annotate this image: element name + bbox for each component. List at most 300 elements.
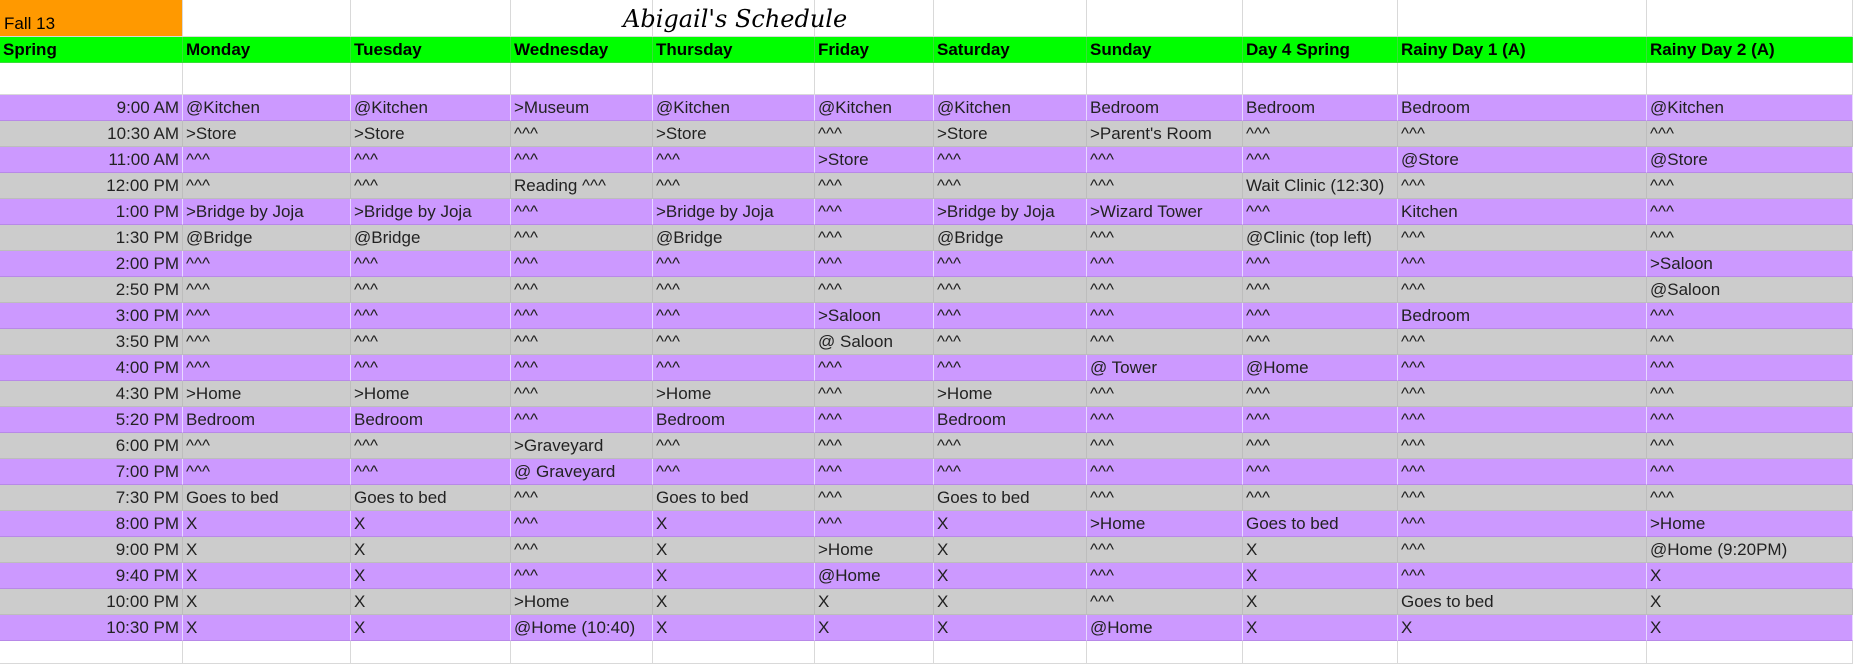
empty-cell[interactable] (0, 641, 183, 664)
schedule-cell[interactable]: >Home (351, 381, 511, 407)
schedule-cell[interactable]: ^^^ (1398, 329, 1647, 355)
empty-cell[interactable] (511, 63, 653, 95)
schedule-cell[interactable]: >Bridge by Joja (653, 199, 815, 225)
schedule-cell[interactable]: ^^^ (183, 329, 351, 355)
schedule-row (0, 615, 1853, 641)
schedule-cell[interactable]: @Home (9:20PM) (1647, 537, 1853, 563)
schedule-cell[interactable]: ^^^ (1647, 173, 1853, 199)
empty-cell[interactable] (1398, 641, 1647, 664)
schedule-cell[interactable]: ^^^ (934, 303, 1087, 329)
empty-cell[interactable] (815, 63, 934, 95)
schedule-cell[interactable]: >Parent's Room (1087, 121, 1243, 147)
schedule-cell[interactable]: X (1243, 537, 1398, 563)
schedule-row (0, 95, 1853, 121)
schedule-row (0, 537, 1853, 563)
schedule-cell[interactable]: ^^^ (511, 563, 653, 589)
schedule-cell[interactable]: ^^^ (934, 433, 1087, 459)
empty-cell[interactable] (934, 641, 1087, 664)
schedule-cell[interactable]: X (653, 589, 815, 615)
schedule-cell[interactable]: ^^^ (1243, 121, 1398, 147)
schedule-cell[interactable]: ^^^ (511, 329, 653, 355)
schedule-cell[interactable]: >Store (815, 147, 934, 173)
schedule-cell[interactable]: ^^^ (1647, 433, 1853, 459)
empty-cell[interactable] (1243, 641, 1398, 664)
schedule-cell[interactable]: Bedroom (1398, 303, 1647, 329)
schedule-cell[interactable]: ^^^ (815, 407, 934, 433)
header-cell[interactable]: Monday (183, 37, 351, 63)
schedule-row (0, 121, 1853, 147)
empty-cell[interactable] (183, 0, 351, 37)
schedule-cell[interactable]: X (934, 589, 1087, 615)
schedule-row (0, 225, 1853, 251)
schedule-row (0, 251, 1853, 277)
schedule-row (0, 173, 1853, 199)
schedule-cell[interactable]: ^^^ (183, 355, 351, 381)
schedule-cell[interactable]: X (934, 537, 1087, 563)
empty-cell[interactable] (1243, 0, 1398, 37)
schedule-row (0, 511, 1853, 537)
schedule-cell[interactable]: >Store (351, 121, 511, 147)
schedule-cell[interactable]: ^^^ (1243, 485, 1398, 511)
schedule-cell[interactable]: @Store (1398, 147, 1647, 173)
schedule-cell[interactable]: X (351, 563, 511, 589)
schedule-cell[interactable]: ^^^ (1398, 407, 1647, 433)
schedule-cell[interactable]: ^^^ (351, 251, 511, 277)
schedule-cell[interactable]: ^^^ (1243, 407, 1398, 433)
schedule-cell[interactable]: ^^^ (1398, 511, 1647, 537)
schedule-cell[interactable]: Bedroom (1087, 95, 1243, 121)
schedule-cell[interactable]: ^^^ (815, 381, 934, 407)
schedule-cell[interactable]: Goes to bed (934, 485, 1087, 511)
schedule-cell[interactable]: ^^^ (351, 433, 511, 459)
empty-cell[interactable] (1398, 63, 1647, 95)
schedule-cell[interactable]: ^^^ (1087, 537, 1243, 563)
schedule-cell[interactable]: Goes to bed (183, 485, 351, 511)
schedule-cell[interactable]: ^^^ (183, 173, 351, 199)
blank-row (0, 63, 1853, 95)
schedule-cell[interactable]: ^^^ (1243, 329, 1398, 355)
empty-cell[interactable] (511, 641, 653, 664)
schedule-cell[interactable]: @Home (815, 563, 934, 589)
schedule-row (0, 355, 1853, 381)
season-tag: Fall 13 (4, 14, 56, 33)
blank-row (0, 641, 1853, 664)
schedule-cell[interactable]: ^^^ (1398, 355, 1647, 381)
schedule-cell[interactable]: >Home (934, 381, 1087, 407)
schedule-cell[interactable]: X (1243, 589, 1398, 615)
schedule-cell[interactable]: @ Saloon (815, 329, 934, 355)
schedule-cell[interactable]: ^^^ (1243, 199, 1398, 225)
schedule-cell[interactable]: ^^^ (1243, 433, 1398, 459)
schedule-cell[interactable]: X (351, 537, 511, 563)
schedule-cell[interactable]: ^^^ (1087, 407, 1243, 433)
time-cell[interactable]: 11:00 AM (0, 147, 183, 173)
time-cell[interactable]: 10:00 PM (0, 589, 183, 615)
time-cell[interactable]: 5:20 PM (0, 407, 183, 433)
time-cell[interactable]: 2:50 PM (0, 277, 183, 303)
schedule-cell[interactable]: ^^^ (183, 251, 351, 277)
schedule-cell[interactable]: X (183, 563, 351, 589)
schedule-cell[interactable]: ^^^ (351, 277, 511, 303)
schedule-cell[interactable]: X (183, 537, 351, 563)
schedule-cell[interactable]: ^^^ (653, 459, 815, 485)
schedule-cell[interactable]: ^^^ (1647, 459, 1853, 485)
schedule-cell[interactable]: ^^^ (1647, 199, 1853, 225)
header-cell[interactable]: Friday (815, 37, 934, 63)
schedule-row (0, 277, 1853, 303)
empty-cell[interactable] (1398, 0, 1647, 37)
schedule-cell[interactable]: ^^^ (1398, 433, 1647, 459)
schedule-cell[interactable]: ^^^ (1087, 433, 1243, 459)
empty-cell[interactable] (183, 63, 351, 95)
time-cell[interactable]: 3:00 PM (0, 303, 183, 329)
schedule-cell[interactable]: >Home (815, 537, 934, 563)
sheet-title: Abigail's Schedule (623, 5, 848, 33)
schedule-cell[interactable]: ^^^ (511, 355, 653, 381)
empty-cell[interactable] (653, 641, 815, 664)
schedule-cell[interactable]: ^^^ (511, 251, 653, 277)
schedule-cell[interactable]: ^^^ (1398, 563, 1647, 589)
schedule-cell[interactable]: @Kitchen (815, 95, 934, 121)
time-cell[interactable]: 10:30 AM (0, 121, 183, 147)
schedule-cell[interactable]: ^^^ (511, 511, 653, 537)
schedule-cell[interactable]: @Kitchen (1647, 95, 1853, 121)
schedule-cell[interactable]: X (1243, 615, 1398, 641)
schedule-cell[interactable]: @Bridge (351, 225, 511, 251)
schedule-cell[interactable]: ^^^ (1398, 381, 1647, 407)
schedule-cell[interactable]: ^^^ (351, 329, 511, 355)
schedule-cell[interactable]: ^^^ (815, 459, 934, 485)
schedule-cell[interactable]: @Store (1647, 147, 1853, 173)
schedule-cell[interactable]: Goes to bed (653, 485, 815, 511)
time-cell[interactable]: 7:00 PM (0, 459, 183, 485)
schedule-cell[interactable]: X (351, 511, 511, 537)
schedule-cell[interactable]: Goes to bed (1243, 511, 1398, 537)
schedule-cell[interactable]: @Saloon (1647, 277, 1853, 303)
time-cell[interactable]: 2:00 PM (0, 251, 183, 277)
schedule-cell[interactable]: ^^^ (351, 173, 511, 199)
schedule-cell[interactable]: Bedroom (351, 407, 511, 433)
empty-cell[interactable] (1243, 63, 1398, 95)
time-cell[interactable]: 12:00 PM (0, 173, 183, 199)
schedule-cell[interactable]: ^^^ (815, 355, 934, 381)
schedule-cell[interactable]: ^^^ (1087, 251, 1243, 277)
schedule-cell[interactable]: ^^^ (1243, 381, 1398, 407)
schedule-cell[interactable]: @Bridge (934, 225, 1087, 251)
schedule-cell[interactable]: ^^^ (511, 303, 653, 329)
schedule-cell[interactable]: ^^^ (511, 381, 653, 407)
schedule-cell[interactable]: ^^^ (183, 277, 351, 303)
schedule-cell[interactable]: Goes to bed (351, 485, 511, 511)
schedule-cell[interactable]: @Home (1243, 355, 1398, 381)
schedule-cell[interactable]: X (934, 563, 1087, 589)
time-cell[interactable]: 6:00 PM (0, 433, 183, 459)
schedule-cell[interactable]: >Graveyard (511, 433, 653, 459)
schedule-cell[interactable]: >Home (511, 589, 653, 615)
schedule-cell[interactable]: @Kitchen (183, 95, 351, 121)
empty-cell[interactable] (1087, 0, 1243, 37)
schedule-cell[interactable]: ^^^ (653, 355, 815, 381)
time-cell[interactable]: 10:30 PM (0, 615, 183, 641)
schedule-cell[interactable]: @Clinic (top left) (1243, 225, 1398, 251)
schedule-cell[interactable]: X (351, 615, 511, 641)
header-row (0, 37, 1853, 63)
schedule-cell[interactable]: >Bridge by Joja (183, 199, 351, 225)
schedule-cell[interactable]: >Store (653, 121, 815, 147)
schedule-cell[interactable]: >Bridge by Joja (351, 199, 511, 225)
schedule-cell[interactable]: Bedroom (183, 407, 351, 433)
schedule-cell[interactable]: ^^^ (653, 173, 815, 199)
schedule-row (0, 563, 1853, 589)
schedule-cell[interactable]: ^^^ (1398, 537, 1647, 563)
empty-cell[interactable] (934, 0, 1087, 37)
schedule-cell[interactable]: ^^^ (934, 147, 1087, 173)
schedule-cell[interactable]: X (1647, 563, 1853, 589)
schedule-cell[interactable]: X (1243, 563, 1398, 589)
schedule-cell[interactable]: ^^^ (1647, 329, 1853, 355)
schedule-cell[interactable]: ^^^ (1243, 303, 1398, 329)
schedule-cell[interactable]: X (1398, 615, 1647, 641)
schedule-cell[interactable]: >Wizard Tower (1087, 199, 1243, 225)
schedule-cell[interactable]: Reading ^^^ (511, 173, 653, 199)
schedule-cell[interactable]: ^^^ (1087, 303, 1243, 329)
schedule-cell[interactable]: X (934, 511, 1087, 537)
schedule-cell[interactable]: ^^^ (1398, 251, 1647, 277)
schedule-cell[interactable]: ^^^ (1647, 381, 1853, 407)
schedule-cell[interactable]: X (183, 589, 351, 615)
schedule-body (0, 95, 1853, 641)
title-cell[interactable] (511, 0, 848, 37)
schedule-cell[interactable]: @Home (1087, 615, 1243, 641)
schedule-cell[interactable]: ^^^ (934, 251, 1087, 277)
schedule-cell[interactable]: ^^^ (815, 485, 934, 511)
empty-cell[interactable] (815, 641, 934, 664)
schedule-cell[interactable]: @ Tower (1087, 355, 1243, 381)
time-cell[interactable]: 9:00 AM (0, 95, 183, 121)
time-cell[interactable]: 8:00 PM (0, 511, 183, 537)
schedule-cell[interactable]: ^^^ (1647, 407, 1853, 433)
schedule-cell[interactable]: ^^^ (511, 537, 653, 563)
header-cell[interactable]: Rainy Day 2 (A) (1647, 37, 1853, 63)
schedule-cell[interactable]: ^^^ (183, 433, 351, 459)
schedule-cell[interactable]: ^^^ (934, 173, 1087, 199)
schedule-cell[interactable]: ^^^ (1087, 485, 1243, 511)
time-cell[interactable]: 1:30 PM (0, 225, 183, 251)
schedule-cell[interactable]: >Store (183, 121, 351, 147)
schedule-cell[interactable]: ^^^ (1398, 459, 1647, 485)
header-cell[interactable]: Sunday (1087, 37, 1243, 63)
schedule-row (0, 433, 1853, 459)
schedule-cell[interactable]: ^^^ (511, 277, 653, 303)
schedule-cell[interactable]: ^^^ (1087, 277, 1243, 303)
schedule-cell[interactable]: Goes to bed (1398, 589, 1647, 615)
schedule-cell[interactable]: >Museum (511, 95, 653, 121)
schedule-cell[interactable]: @ Graveyard (511, 459, 653, 485)
schedule-cell[interactable]: ^^^ (1087, 381, 1243, 407)
schedule-cell[interactable]: >Bridge by Joja (934, 199, 1087, 225)
schedule-cell[interactable]: ^^^ (1398, 173, 1647, 199)
time-cell[interactable]: 1:00 PM (0, 199, 183, 225)
schedule-cell[interactable]: @Bridge (653, 225, 815, 251)
header-cell[interactable]: Wednesday (511, 37, 653, 63)
schedule-cell[interactable]: ^^^ (1243, 277, 1398, 303)
title-row (0, 0, 1853, 37)
schedule-cell[interactable]: X (934, 615, 1087, 641)
schedule-cell[interactable]: X (815, 589, 934, 615)
schedule-cell[interactable]: ^^^ (1398, 121, 1647, 147)
schedule-cell[interactable]: ^^^ (934, 459, 1087, 485)
time-cell[interactable]: 7:30 PM (0, 485, 183, 511)
schedule-cell[interactable]: ^^^ (815, 511, 934, 537)
empty-cell[interactable] (183, 641, 351, 664)
schedule-cell[interactable]: ^^^ (1647, 485, 1853, 511)
schedule-row (0, 147, 1853, 173)
empty-cell[interactable] (1647, 63, 1853, 95)
schedule-cell[interactable]: ^^^ (653, 433, 815, 459)
schedule-cell[interactable]: ^^^ (1243, 459, 1398, 485)
schedule-cell[interactable]: >Saloon (1647, 251, 1853, 277)
schedule-row (0, 199, 1853, 225)
schedule-row (0, 459, 1853, 485)
empty-cell[interactable] (351, 0, 511, 37)
schedule-row (0, 329, 1853, 355)
schedule-cell[interactable]: ^^^ (934, 277, 1087, 303)
empty-cell[interactable] (653, 63, 815, 95)
empty-cell[interactable] (0, 63, 183, 95)
schedule-cell[interactable]: X (653, 615, 815, 641)
schedule-cell[interactable]: ^^^ (1398, 485, 1647, 511)
empty-cell[interactable] (351, 63, 511, 95)
schedule-cell[interactable]: ^^^ (815, 199, 934, 225)
schedule-cell[interactable]: >Home (1087, 511, 1243, 537)
schedule-cell[interactable]: ^^^ (1087, 225, 1243, 251)
schedule-cell[interactable]: ^^^ (653, 147, 815, 173)
schedule-cell[interactable]: ^^^ (511, 147, 653, 173)
header-cell[interactable]: Rainy Day 1 (A) (1398, 37, 1647, 63)
time-cell[interactable]: 9:00 PM (0, 537, 183, 563)
schedule-cell[interactable]: ^^^ (351, 147, 511, 173)
schedule-cell[interactable]: ^^^ (351, 303, 511, 329)
schedule-cell[interactable]: ^^^ (1647, 225, 1853, 251)
schedule-cell[interactable]: ^^^ (934, 355, 1087, 381)
schedule-cell[interactable]: >Home (1647, 511, 1853, 537)
schedule-cell[interactable]: X (183, 511, 351, 537)
header-cell[interactable]: Tuesday (351, 37, 511, 63)
schedule-cell[interactable]: ^^^ (1087, 173, 1243, 199)
schedule-cell[interactable]: @Kitchen (934, 95, 1087, 121)
schedule-cell[interactable]: X (815, 615, 934, 641)
schedule-cell[interactable]: ^^^ (1087, 147, 1243, 173)
empty-cell[interactable] (351, 641, 511, 664)
schedule-cell[interactable]: @Home (10:40) (511, 615, 653, 641)
schedule-cell[interactable]: X (653, 511, 815, 537)
header-cell[interactable]: Saturday (934, 37, 1087, 63)
schedule-cell[interactable]: ^^^ (815, 121, 934, 147)
season-tag-cell[interactable] (0, 0, 183, 37)
schedule-cell[interactable]: ^^^ (511, 225, 653, 251)
schedule-cell[interactable]: ^^^ (1087, 563, 1243, 589)
schedule-cell[interactable]: >Store (934, 121, 1087, 147)
schedule-cell[interactable]: X (1647, 615, 1853, 641)
schedule-cell[interactable]: ^^^ (183, 303, 351, 329)
schedule-cell[interactable]: ^^^ (183, 147, 351, 173)
schedule-cell[interactable]: ^^^ (1087, 459, 1243, 485)
empty-cell[interactable] (1647, 641, 1853, 664)
schedule-cell[interactable]: ^^^ (1087, 589, 1243, 615)
schedule-row (0, 485, 1853, 511)
schedule-cell[interactable]: Bedroom (1243, 95, 1398, 121)
schedule-cell[interactable]: ^^^ (653, 303, 815, 329)
schedule-cell[interactable]: ^^^ (351, 459, 511, 485)
schedule-cell[interactable]: Bedroom (934, 407, 1087, 433)
schedule-row (0, 589, 1853, 615)
schedule-cell[interactable]: @Bridge (183, 225, 351, 251)
schedule-cell[interactable]: ^^^ (511, 121, 653, 147)
header-cell[interactable]: Day 4 Spring (1243, 37, 1398, 63)
schedule-cell[interactable]: ^^^ (511, 485, 653, 511)
time-cell[interactable]: 3:50 PM (0, 329, 183, 355)
schedule-cell[interactable]: @Kitchen (653, 95, 815, 121)
schedule-cell[interactable]: Bedroom (653, 407, 815, 433)
schedule-cell[interactable]: ^^^ (815, 277, 934, 303)
empty-cell[interactable] (1087, 641, 1243, 664)
schedule-cell[interactable]: ^^^ (1243, 147, 1398, 173)
schedule-cell[interactable]: ^^^ (1398, 277, 1647, 303)
schedule-cell[interactable]: ^^^ (815, 173, 934, 199)
time-cell[interactable]: 9:40 PM (0, 563, 183, 589)
schedule-cell[interactable]: X (351, 589, 511, 615)
schedule-cell[interactable]: ^^^ (511, 199, 653, 225)
schedule-cell[interactable]: ^^^ (1647, 303, 1853, 329)
schedule-cell[interactable]: Bedroom (1398, 95, 1647, 121)
empty-cell[interactable] (934, 63, 1087, 95)
time-cell[interactable]: 4:30 PM (0, 381, 183, 407)
schedule-cell[interactable]: ^^^ (1087, 329, 1243, 355)
header-cell[interactable]: Thursday (653, 37, 815, 63)
schedule-cell[interactable]: >Home (653, 381, 815, 407)
schedule-cell[interactable]: ^^^ (653, 277, 815, 303)
schedule-cell[interactable]: ^^^ (1647, 355, 1853, 381)
schedule-cell[interactable]: X (1647, 589, 1853, 615)
schedule-cell[interactable]: ^^^ (815, 433, 934, 459)
schedule-cell[interactable]: ^^^ (1243, 251, 1398, 277)
header-cell[interactable]: Spring (0, 37, 183, 63)
empty-cell[interactable] (1087, 63, 1243, 95)
schedule-cell[interactable]: ^^^ (1398, 225, 1647, 251)
schedule-row (0, 303, 1853, 329)
schedule-cell[interactable]: ^^^ (511, 407, 653, 433)
schedule-cell[interactable]: @Kitchen (351, 95, 511, 121)
schedule-cell[interactable]: ^^^ (815, 251, 934, 277)
schedule-cell[interactable]: ^^^ (815, 225, 934, 251)
schedule-cell[interactable]: Wait Clinic (12:30) (1243, 173, 1398, 199)
schedule-cell[interactable]: Kitchen (1398, 199, 1647, 225)
schedule-cell[interactable]: ^^^ (183, 459, 351, 485)
schedule-cell[interactable]: ^^^ (653, 329, 815, 355)
schedule-cell[interactable]: ^^^ (934, 329, 1087, 355)
schedule-cell[interactable]: X (653, 563, 815, 589)
schedule-cell[interactable]: >Home (183, 381, 351, 407)
schedule-cell[interactable]: >Saloon (815, 303, 934, 329)
schedule-cell[interactable]: X (653, 537, 815, 563)
schedule-cell[interactable]: ^^^ (1647, 121, 1853, 147)
schedule-cell[interactable]: ^^^ (351, 355, 511, 381)
schedule-row (0, 407, 1853, 433)
schedule-cell[interactable]: X (183, 615, 351, 641)
time-cell[interactable]: 4:00 PM (0, 355, 183, 381)
schedule-cell[interactable]: ^^^ (653, 251, 815, 277)
empty-cell[interactable] (1647, 0, 1853, 37)
